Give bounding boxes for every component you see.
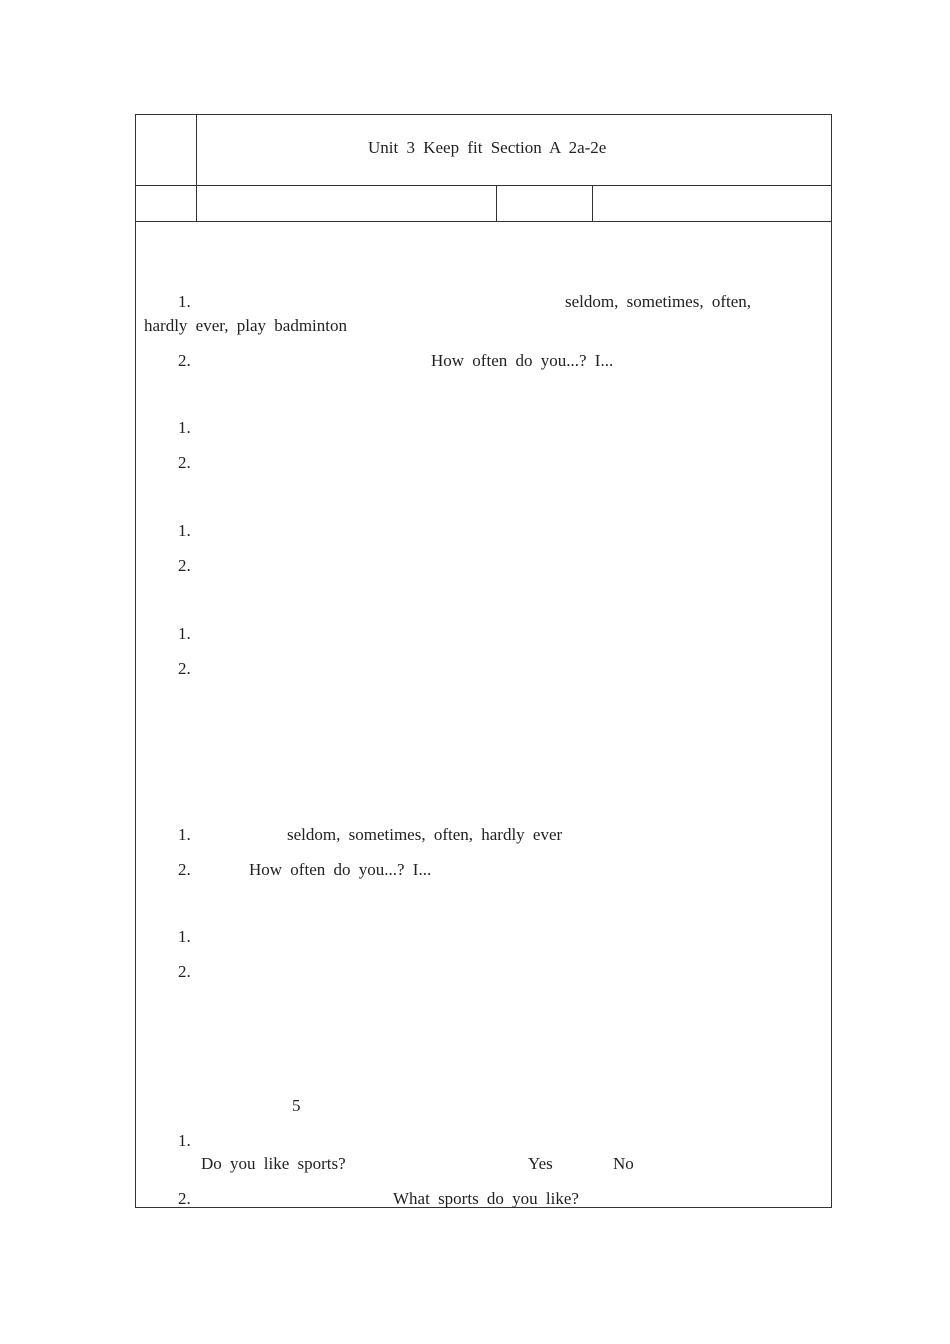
vocab-list: seldom, sometimes, often, <box>565 292 752 311</box>
list-number: 2. <box>178 659 191 678</box>
table-divider <box>592 185 593 221</box>
list-number: 1. <box>178 521 191 540</box>
list-number: 2. <box>178 453 191 472</box>
list-number: 1. <box>178 418 191 437</box>
key-words: seldom, sometimes, often, hardly ever <box>287 825 563 844</box>
list-number: 1. <box>178 1131 191 1150</box>
page-title: Unit 3 Keep fit Section A 2a-2e <box>368 138 607 157</box>
list-number: 2. <box>178 1189 191 1208</box>
table-divider <box>135 221 832 222</box>
key-sentence: How often do you...? I... <box>249 860 432 879</box>
survey-question: What sports do you like? <box>393 1189 579 1208</box>
table-divider <box>196 114 197 221</box>
answer-no: No <box>613 1154 634 1173</box>
sentence-pattern: How often do you...? I... <box>431 351 614 370</box>
list-number: 1. <box>178 624 191 643</box>
list-number: 2. <box>178 962 191 981</box>
group-count: 5 <box>292 1096 301 1115</box>
list-number: 2. <box>178 556 191 575</box>
table-divider <box>496 185 497 221</box>
list-number: 1. <box>178 292 191 311</box>
table-divider <box>135 185 832 186</box>
list-number: 2. <box>178 860 191 879</box>
list-number: 1. <box>178 927 191 946</box>
lesson-plan-table <box>135 114 832 1208</box>
list-number: 1. <box>178 825 191 844</box>
list-number: 2. <box>178 351 191 370</box>
vocab-list-continued: hardly ever, play badminton <box>144 316 347 335</box>
survey-question: Do you like sports? <box>201 1154 346 1173</box>
answer-yes: Yes <box>528 1154 553 1173</box>
